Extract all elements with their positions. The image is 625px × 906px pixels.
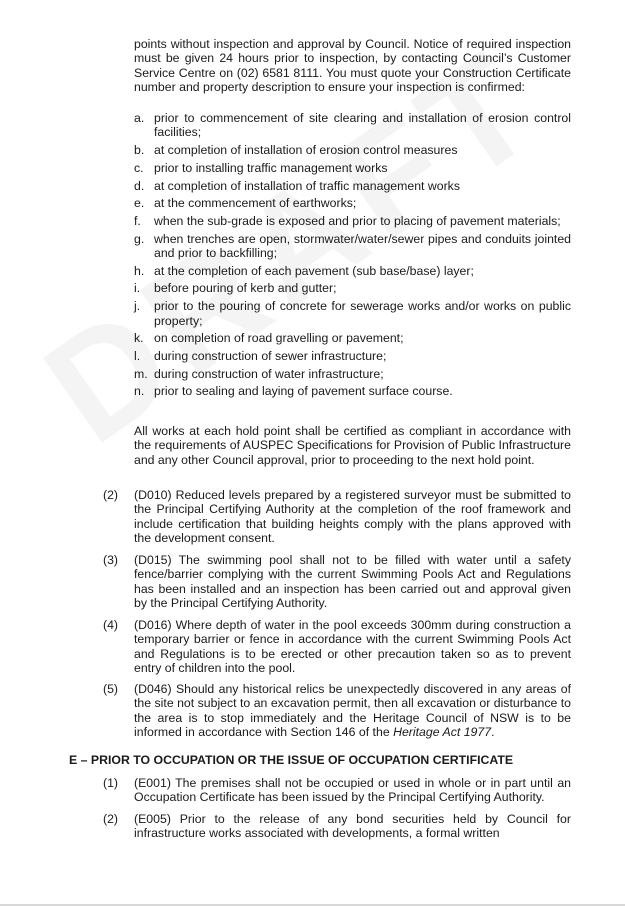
list-item-letter: h. <box>134 263 145 278</box>
list-item-letter: g. <box>134 231 145 246</box>
condition-number: (3) <box>103 553 119 567</box>
section-e-heading: E – PRIOR TO OCCUPATION OR THE ISSUE OF OCCUPATION CERTIFICATE <box>69 753 514 767</box>
condition-d010-text: (D010) Reduced levels prepared by a registered surveyor must be submitted to the Principal Certifying Authority at the completion of the roof framework and include certification that building heights comply with the plans approved with the development consent. <box>134 488 571 546</box>
list-item-text: before pouring of kerb and gutter; <box>154 281 337 296</box>
heritage-act-citation: Heritage Act 1977 <box>393 725 492 740</box>
inspection-hold-points-list <box>134 111 571 402</box>
condition-number: (1) <box>103 776 119 790</box>
list-item <box>134 232 571 261</box>
list-item-letter: k. <box>134 331 144 346</box>
list-item <box>134 161 571 175</box>
condition-d015-text: (D015) The swimming pool shall not to be filled with water until a safety fence/barrier complying with the current Swimming Pools Act and Regulations has been installed and an inspection has been carried out and approval given by the Principal Certifying Authority. <box>134 553 571 611</box>
list-item <box>134 281 571 295</box>
list-item-text: prior to installing traffic management works <box>154 160 388 175</box>
list-item-letter: f. <box>134 213 141 228</box>
list-item-letter: l. <box>134 348 141 363</box>
list-item-letter: c. <box>134 160 144 175</box>
list-item-text: during construction of water infrastructure; <box>154 366 384 381</box>
list-item <box>134 331 571 345</box>
list-item <box>134 214 571 228</box>
list-item-text: when trenches are open, stormwater/water/sewer pipes and conduits jointed and prior to backfilling; <box>154 231 571 261</box>
list-item-text: prior to the pouring of concrete for sewerage works and/or works on public property; <box>154 299 571 328</box>
condition-d046-text: (D046) Should any historical relics be unexpectedly discovered in any areas of the site not subject to an excavation permit, then all excavation or disturbance to the area is to stop immediately and the Heritage Council of NSW is to be informed in accordance with Section 146 of the Heritage Act 1977. <box>134 682 571 740</box>
condition-number: (2) <box>103 488 119 502</box>
hold-point-certification-paragraph: All works at each hold point shall be certified as compliant in accordance with the requirements of AUSPEC Specifications for Provision of Public Infrastructure and any other Council approval, prior to proceeding to the next hold point. <box>134 424 571 467</box>
list-item-text: on completion of road gravelling or pavement; <box>154 331 404 346</box>
condition-e001-text: (E001) The premises shall not be occupied or used in whole or in part until an Occupation Certificate has been issued by the Principal Certifying Authority. <box>134 776 571 805</box>
condition-e005-text: (E005) Prior to the release of any bond securities held by Council for infrastructure works associated with developments, a formal written <box>134 812 571 841</box>
list-item-letter: a. <box>134 111 145 125</box>
list-item <box>134 349 571 363</box>
list-item-text: prior to commencement of site clearing and installation of erosion control facilities; <box>154 111 571 140</box>
list-item <box>134 299 571 328</box>
list-item-text: at completion of installation of erosion control measures <box>154 143 458 158</box>
list-item <box>134 367 571 381</box>
list-item <box>134 179 571 193</box>
list-item-letter: j. <box>134 299 141 314</box>
condition-number: (5) <box>103 682 119 696</box>
list-item-text: at the commencement of earthworks; <box>154 196 357 211</box>
list-item-text: when the sub-grade is exposed and prior to placing of pavement materials; <box>154 213 561 228</box>
list-item-letter: m. <box>134 366 148 381</box>
list-item <box>134 384 571 398</box>
condition-d016-text: (D016) Where depth of water in the pool exceeds 300mm during construction a temporary barrier or fence in accordance with the current Swimming Pools Act and Regulations is to be erected or other precaution taken so as to prevent entry of children into the pool. <box>134 618 571 676</box>
list-item-text: prior to sealing and laying of pavement surface course. <box>154 384 453 399</box>
list-item-text: at the completion of each pavement (sub base/base) layer; <box>154 263 474 278</box>
list-item <box>134 143 571 157</box>
condition-number: (4) <box>103 618 119 632</box>
list-item <box>134 196 571 210</box>
list-item-letter: n. <box>134 384 145 399</box>
list-item <box>134 111 571 140</box>
list-item <box>134 264 571 278</box>
list-item-letter: i. <box>134 281 141 296</box>
list-item-letter: b. <box>134 143 145 158</box>
list-item-text: during construction of sewer infrastructure; <box>154 348 387 363</box>
list-item-letter: d. <box>134 178 145 193</box>
list-item-letter: e. <box>134 196 145 211</box>
list-item-text: at completion of installation of traffic management works <box>154 178 460 193</box>
condition-number: (2) <box>103 812 119 826</box>
inspection-intro-paragraph: points without inspection and approval by Council. Notice of required inspection must be given 24 hours prior to inspection, by contacting Council’s Customer Service Centre on (02) 6581 8111. You must quote your Construction Certificate number and property description to ensure your inspection is confirmed: <box>134 37 571 95</box>
